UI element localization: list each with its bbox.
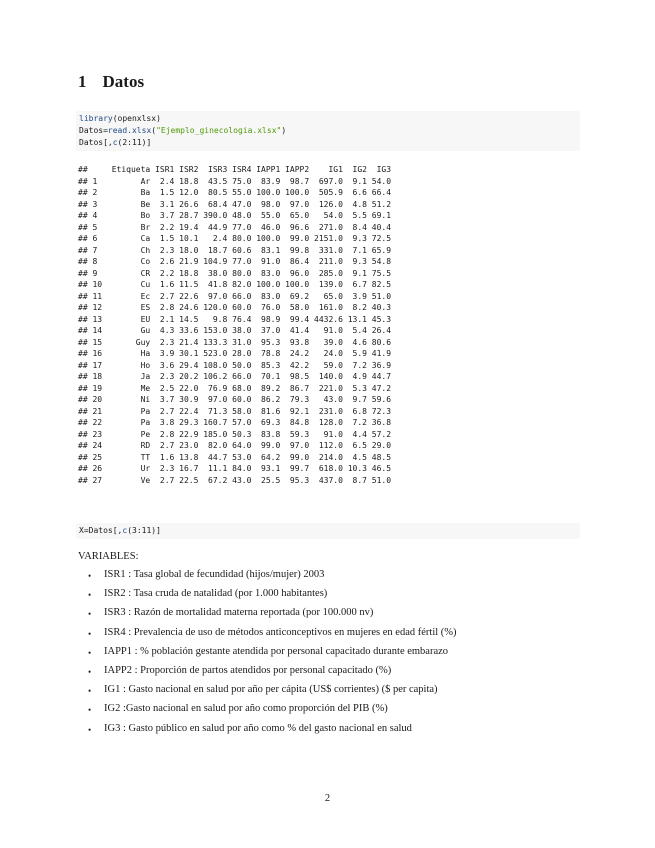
- code-line-subset: [79, 137, 577, 149]
- bullet-icon: •: [88, 590, 92, 601]
- bullet-icon: •: [88, 705, 92, 716]
- output-row: ## 11 Ec 2.7 22.6 97.0 66.0 83.0 69.2 65.0 3.9 51.0: [78, 291, 392, 301]
- variables-list: [88, 569, 608, 742]
- output-row: ## 24 RD 2.7 23.0 82.0 64.0 99.0 97.0 112.0 6.5 29.0: [78, 441, 392, 450]
- variable-item: [88, 627, 608, 646]
- code-text: Datos=: [79, 126, 108, 135]
- bullet-icon: •: [88, 647, 92, 658]
- bullet-icon: •: [88, 686, 92, 697]
- output-row: ## 4 Bo 3.7 28.7 390.0 48.0 55.0 65.0 54.0 5.5 69.1: [78, 211, 392, 220]
- bullet-icon: •: [88, 628, 92, 639]
- output-row: ## 1 Ar 2.4 18.8 43.5 75.0 83.9 98.7 697.0 9.1 54.0: [78, 176, 392, 186]
- code-text: (2:11)]: [117, 138, 152, 147]
- output-row: ## 27 Ve 2.7 22.5 67.2 43.0 25.5 95.3 437.0 8.7 51.0: [78, 475, 392, 485]
- output-row: ## 20 Ni 3.7 30.9 97.0 60.0 86.2 79.3 43.0 9.7 59.6: [78, 395, 392, 404]
- output-row: ## 18 Ja 2.3 20.2 106.2 66.0 70.1 98.5 140.0 4.9 44.7: [78, 372, 392, 381]
- section-title: Datos: [102, 72, 145, 91]
- output-row: ## 19 Me 2.5 22.0 76.9 68.0 89.2 86.7 221.0 5.3 47.2: [78, 383, 392, 393]
- bullet-icon: •: [88, 724, 92, 735]
- output-row: ## 22 Pa 3.8 29.3 160.7 57.0 69.3 84.8 128.0 7.2 36.8: [78, 418, 392, 427]
- output-row: ## 5 Br 2.2 19.4 44.9 77.0 46.0 96.6 271.0 8.4 40.4: [78, 222, 392, 232]
- variable-text: IG3 : Gasto público en salud por año como % del gasto nacional en salud: [104, 722, 412, 734]
- variable-item: [88, 684, 608, 703]
- r-output-table: [78, 164, 578, 486]
- code-function: library: [79, 114, 113, 123]
- variable-item: [88, 703, 608, 722]
- variable-item: [88, 665, 608, 684]
- output-row: ## 12 ES 2.8 24.6 120.0 60.0 76.0 58.0 161.0 8.2 40.3: [78, 303, 392, 312]
- bullet-icon: •: [88, 571, 92, 581]
- code-text: X=Datos[,: [79, 526, 123, 535]
- output-row: ## 3 Be 3.1 26.6 68.4 47.0 98.0 97.0 126.0 4.8 51.2: [78, 199, 392, 209]
- code-string: "Ejemplo_ginecologia.xlsx": [156, 126, 282, 135]
- variable-item: [88, 723, 608, 742]
- output-row: ## 10 Cu 1.6 11.5 41.8 82.0 100.0 100.0 139.0 6.7 82.5: [78, 280, 392, 289]
- variable-text: IAPP1 : % población gestante atendida por personal capacitado durante embarazo: [104, 645, 449, 657]
- section-heading: [78, 72, 144, 92]
- variable-text: ISR1 : Tasa global de fecundidad (hijos/mujer) 2003: [104, 569, 325, 580]
- variable-item: [88, 588, 608, 607]
- output-row: ## 17 Ho 3.6 29.4 108.0 50.0 85.3 42.2 59.0 7.2 36.9: [78, 360, 392, 370]
- variable-text: IG1 : Gasto nacional en salud por año per cápita (US$ corrientes) ($ per capita): [104, 684, 438, 696]
- output-row: ## 26 Ur 2.3 16.7 11.1 84.0 93.1 99.7 618.0 10.3 46.5: [78, 464, 392, 473]
- output-row: ## 14 Gu 4.3 33.6 153.0 38.0 37.0 41.4 91.0 5.4 26.4: [78, 326, 392, 335]
- code-line-x: [79, 525, 577, 537]
- output-row: ## 7 Ch 2.3 18.0 18.7 60.6 83.1 99.8 331.0 7.1 65.9: [78, 245, 392, 255]
- output-row: ## 13 EU 2.1 14.5 9.8 76.4 98.9 99.4 4432.6 13.1 45.3: [78, 314, 392, 324]
- output-row: ## 9 CR 2.2 18.8 38.0 80.0 83.0 96.0 285.0 9.1 75.5: [78, 268, 392, 278]
- section-number: 1: [78, 72, 87, 91]
- variable-item: [88, 646, 608, 665]
- output-row: ## 25 TT 1.6 13.8 44.7 53.0 64.2 99.0 214.0 4.5 48.5: [78, 452, 392, 462]
- output-row: ## 23 Pe 2.8 22.9 185.0 50.3 83.8 59.3 91.0 4.4 57.2: [78, 429, 392, 439]
- variable-text: ISR2 : Tasa cruda de natalidad (por 1.000 habitantes): [104, 588, 328, 600]
- code-line-library: [79, 113, 577, 125]
- code-function: read.xlsx: [107, 126, 152, 135]
- code-function: c: [122, 526, 128, 535]
- bullet-icon: •: [88, 609, 92, 620]
- variable-text: ISR3 : Razón de mortalidad materna reportada (por 100.000 nv): [104, 607, 374, 619]
- variable-item: [88, 607, 608, 626]
- code-block-subset-x: [76, 523, 580, 539]
- code-function: c: [112, 138, 118, 147]
- variable-item: [88, 569, 608, 588]
- output-row: ## 6 Ca 1.5 10.1 2.4 80.0 100.0 99.0 2151.0 9.3 72.5: [78, 234, 392, 243]
- bullet-icon: •: [88, 666, 92, 677]
- code-text: (3:11)]: [127, 526, 161, 535]
- variable-text: IG2 :Gasto nacional en salud por año como proporción del PIB (%): [104, 703, 388, 715]
- output-row: ## 2 Ba 1.5 12.0 80.5 55.0 100.0 100.0 505.9 6.6 66.4: [78, 188, 392, 197]
- code-text: (: [151, 126, 157, 135]
- output-row: ## 8 Co 2.6 21.9 104.9 77.0 91.0 86.4 211.0 9.3 54.8: [78, 257, 392, 266]
- code-text: Datos[,: [79, 138, 113, 147]
- output-header-row: ## Etiqueta ISR1 ISR2 ISR3 ISR4 IAPP1 IAPP2 IG1 IG2 IG3: [78, 165, 392, 174]
- code-text: (openxlsx): [112, 114, 161, 123]
- output-row: ## 15 Guy 2.3 21.4 133.3 31.0 95.3 93.8 39.0 4.6 80.6: [78, 337, 392, 347]
- output-row: ## 16 Ha 3.9 30.1 523.0 28.0 78.8 24.2 24.0 5.9 41.9: [78, 349, 392, 358]
- variable-text: ISR4 : Prevalencia de uso de métodos anticonceptivos en mujeres en edad fértil (%): [104, 626, 457, 638]
- code-block-load-data: [76, 111, 580, 151]
- page-number: 2: [324, 793, 331, 804]
- code-line-read: [79, 125, 577, 137]
- variable-text: IAPP2 : Proporción de partos atendidos por personal capacitado (%): [104, 664, 392, 676]
- code-text: ): [281, 126, 287, 135]
- output-row: ## 21 Pa 2.7 22.4 71.3 58.0 81.6 92.1 231.0 6.8 72.3: [78, 406, 392, 416]
- variables-title: VARIABLES:: [78, 551, 139, 562]
